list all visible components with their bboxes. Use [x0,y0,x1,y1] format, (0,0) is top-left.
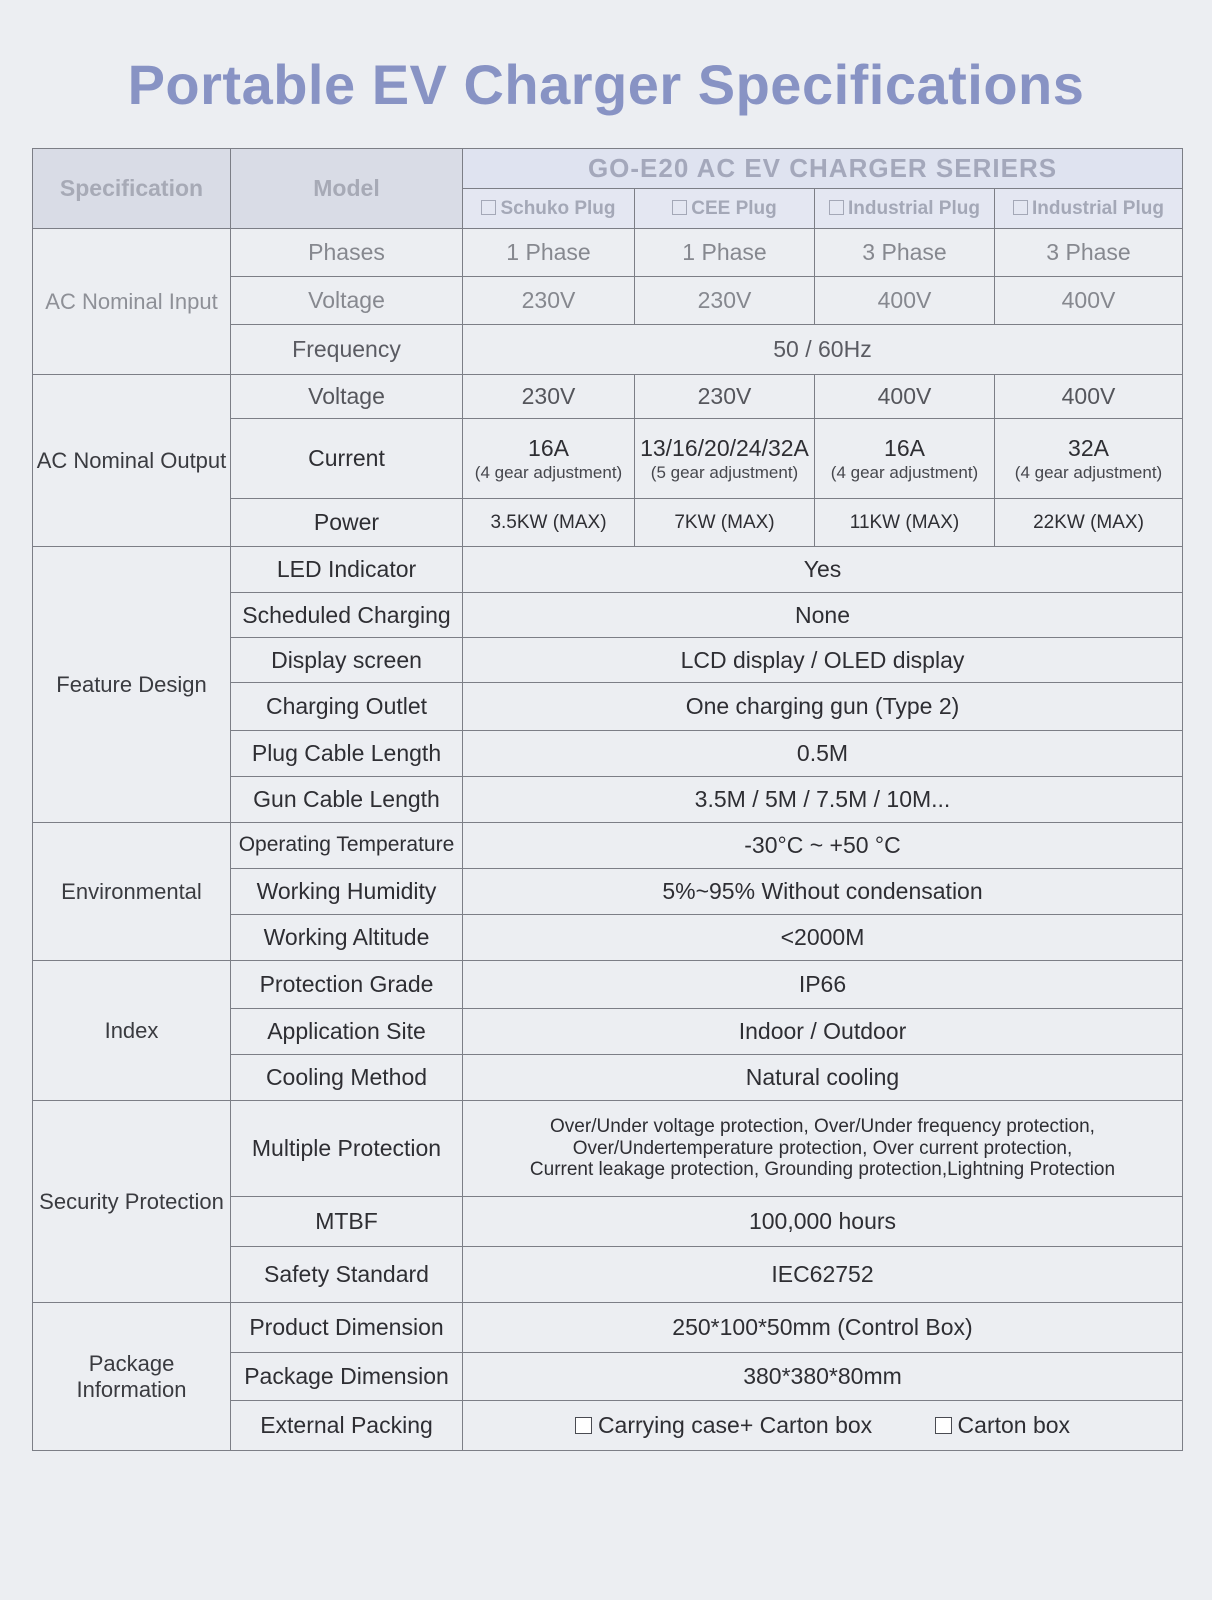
row-label-multiple-protection: Multiple Protection [231,1101,463,1197]
protection-line: Current leakage protection, Grounding protection,Lightning Protection [529,1159,1116,1181]
row-label: Display screen [231,638,463,683]
category-index: Index [33,961,231,1101]
cell-phases-3: 3 Phase [815,229,995,277]
row-value: -30°C ~ +50 °C [463,823,1183,869]
cell-current-1: 16A (4 gear adjustment) [463,419,635,499]
row-label: Working Humidity [231,869,463,915]
checkbox-icon [481,200,496,215]
row-label: Gun Cable Length [231,777,463,823]
checkbox-icon [1013,200,1028,215]
cell-current-3: 16A (4 gear adjustment) [815,419,995,499]
row-value: Indoor / Outdoor [463,1009,1183,1055]
row-value: None [463,593,1183,638]
header-plug-1: Schuko Plug [463,189,635,229]
row-label-external-packing: External Packing [231,1401,463,1451]
cell-phases-4: 3 Phase [995,229,1183,277]
row-value: Yes [463,547,1183,593]
row-label: Application Site [231,1009,463,1055]
cell-external-packing [463,1401,1183,1451]
cell-safety-standard: IEC62752 [463,1247,1183,1303]
row-value: IP66 [463,961,1183,1009]
row-value: 3.5M / 5M / 7.5M / 10M... [463,777,1183,823]
row-label: Plug Cable Length [231,731,463,777]
packing-option-carton: Carton box [935,1412,1071,1438]
row-label-output-voltage: Voltage [231,375,463,419]
row-label-power: Power [231,499,463,547]
spec-table [32,148,1183,1451]
row-label: Operating Temperature [231,823,463,869]
cell-output-voltage-4: 400V [995,375,1183,419]
cell-package-dimension: 380*380*80mm [463,1353,1183,1401]
checkbox-icon [829,200,844,215]
cell-current-2: 13/16/20/24/32A (5 gear adjustment) [635,419,815,499]
cell-current-4: 32A (4 gear adjustment) [995,419,1183,499]
cell-output-voltage-2: 230V [635,375,815,419]
row-label-safety-standard: Safety Standard [231,1247,463,1303]
row-label: Protection Grade [231,961,463,1009]
row-label-phases: Phases [231,229,463,277]
row-label-package-dimension: Package Dimension [231,1353,463,1401]
header-plug-2: CEE Plug [635,189,815,229]
row-value: LCD display / OLED display [463,638,1183,683]
cell-power-2: 7KW (MAX) [635,499,815,547]
row-value: 5%~95% Without condensation [463,869,1183,915]
cell-mtbf: 100,000 hours [463,1197,1183,1247]
header-plug-4: Industrial Plug [995,189,1183,229]
checkbox-icon [575,1417,592,1434]
cell-input-voltage-1: 230V [463,277,635,325]
row-label: Scheduled Charging [231,593,463,638]
row-value: Natural cooling [463,1055,1183,1101]
category-package-information: Package Information [33,1303,231,1451]
cell-multiple-protection [463,1101,1183,1197]
header-plug-3: Industrial Plug [815,189,995,229]
category-security-protection: Security Protection [33,1101,231,1303]
row-value: One charging gun (Type 2) [463,683,1183,731]
row-label-mtbf: MTBF [231,1197,463,1247]
row-label: LED Indicator [231,547,463,593]
cell-power-1: 3.5KW (MAX) [463,499,635,547]
category-environmental: Environmental [33,823,231,961]
cell-phases-2: 1 Phase [635,229,815,277]
row-label-product-dimension: Product Dimension [231,1303,463,1353]
row-label: Cooling Method [231,1055,463,1101]
cell-product-dimension: 250*100*50mm (Control Box) [463,1303,1183,1353]
cell-frequency: 50 / 60Hz [463,325,1183,375]
row-value: 0.5M [463,731,1183,777]
cell-power-4: 22KW (MAX) [995,499,1183,547]
row-label-current: Current [231,419,463,499]
category-ac-output: AC Nominal Output [33,375,231,547]
row-label-frequency: Frequency [231,325,463,375]
header-specification: Specification [33,149,231,229]
protection-line: Over/Undertemperature protection, Over current protection, [572,1137,1073,1159]
row-label: Working Altitude [231,915,463,961]
cell-output-voltage-3: 400V [815,375,995,419]
cell-input-voltage-4: 400V [995,277,1183,325]
cell-phases-1: 1 Phase [463,229,635,277]
cell-output-voltage-1: 230V [463,375,635,419]
category-ac-input: AC Nominal Input [33,229,231,375]
row-label: Charging Outlet [231,683,463,731]
page-title: Portable EV Charger Specifications [127,53,1085,116]
cell-input-voltage-2: 230V [635,277,815,325]
row-value: <2000M [463,915,1183,961]
checkbox-icon [672,200,687,215]
header-series: GO-E20 AC EV CHARGER SERIERS [463,149,1183,189]
cell-power-3: 11KW (MAX) [815,499,995,547]
packing-option-case: Carrying case+ Carton box [575,1412,872,1438]
cell-input-voltage-3: 400V [815,277,995,325]
protection-line: Over/Under voltage protection, Over/Under frequency protection, [550,1115,1095,1137]
checkbox-icon [935,1417,952,1434]
category-feature-design: Feature Design [33,547,231,823]
row-label-input-voltage: Voltage [231,277,463,325]
header-model: Model [231,149,463,229]
